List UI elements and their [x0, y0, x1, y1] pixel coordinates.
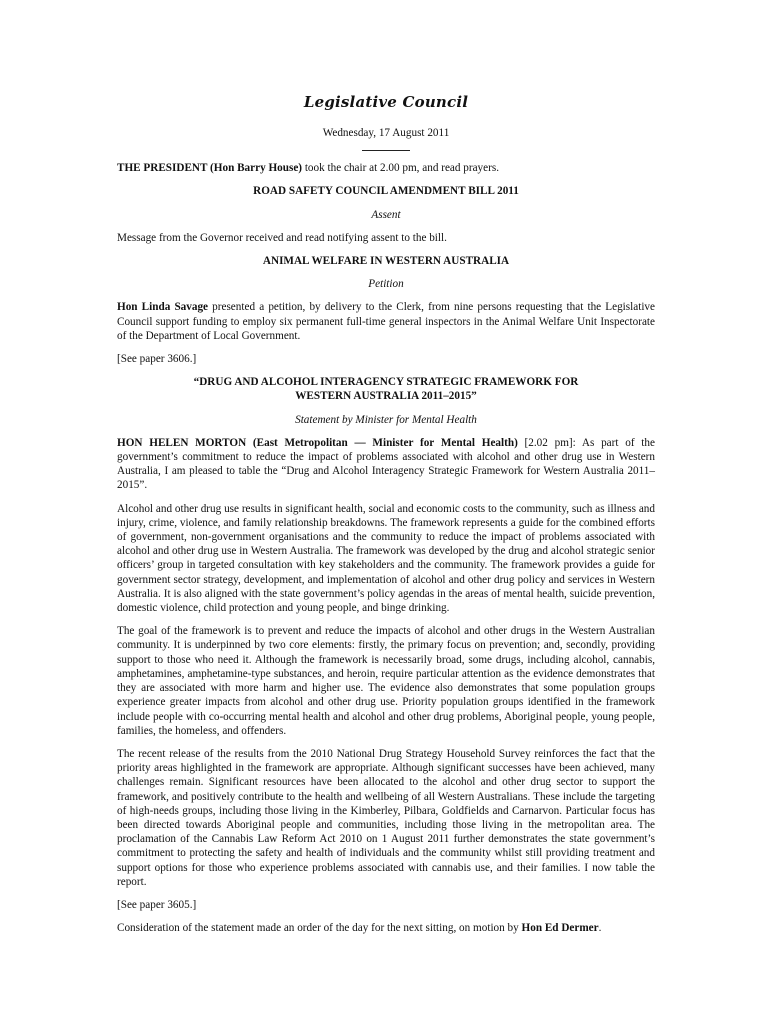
section-heading-animal-welfare: ANIMAL WELFARE IN WESTERN AUSTRALIA [262, 255, 510, 268]
section-heading-road-safety: ROAD SAFETY COUNCIL AMENDMENT BILL 2011 [253, 185, 519, 198]
hansard-page [117, 92, 655, 944]
member-name: Hon Linda Savage [117, 301, 209, 314]
section-subheading-statement: Statement by Minister for Mental Health [295, 413, 477, 426]
section-subheading-assent: Assent [371, 208, 401, 221]
president-name: THE PRESIDENT (Hon Barry House) [117, 162, 303, 175]
section-heading-drug-alcohol: “DRUG AND ALCOHOL INTERAGENCY STRATEGIC FRAMEWORK FOR WESTERN AUSTRALIA 2011–2015” [193, 376, 579, 403]
divider [362, 150, 410, 151]
chamber-title: Legislative Council [303, 93, 469, 111]
paragraph: The goal of the framework is to prevent and reduce the impacts of alcohol and other drugs in the Western Australian community. It is underpinned by two core elements: firstly, the primary focus on prevention; and, secondly, providing support to those who need it. Although the framework is necessarily broad, some drugs, including alcohol, cannabis, amphetamines, amphetamine-type substances, and heroin, require particular attention as the evidence demonstrates that they are associated with more harm and higher use. The evidence also demonstrates that some population groups experience greater impacts from alcohol and other drug use. Priority population groups identified in the framework include people with co-occurring mental health and alcohol and other drug problems, Aboriginal people, young people, families, the homeless, and offenders. [117, 625, 655, 737]
paper-reference: [See paper 3606.] [117, 353, 197, 366]
statement-intro: HON HELEN MORTON (East Metropolitan — Minister for Mental Health) [2.02 pm]: As part of the government’s commitment to reduce the impact of problems associated with alcohol and other drug use in Western Australia, I am pleased to table the “Drug and Alcohol Interagency Strategic Framework for Western Australia 2011–2015”. [117, 436, 655, 492]
minister-name: HON HELEN MORTON (East Metropolitan — Minister for Mental Health) [117, 436, 518, 449]
paragraph: The recent release of the results from the 2010 National Drug Strategy Household Survey reinforces the fact that the priority areas highlighted in the framework are appropriate. Although significant successes have been achieved, many challenges remain. Significant resources have been allocated to the alcohol and other drug sector to support the framework, and positively contribute to the health and wellbeing of all Western Australians. These include the targeting of high-needs groups, including those living in the Kimberley, Pilbara, Goldfields and Carnarvon. Particular focus has been directed towards Aboriginal people and communities, including those living in the metropolitan area. The proclamation of the Cannabis Law Reform Act 2010 on 1 August 2011 further demonstrates the state government’s commitment to protecting the safety and health of individuals and the community whilst still providing treatment and support options for those who experience problems associated with cannabis use, and their families. I now table the report. [117, 747, 655, 888]
sitting-date: Wednesday, 17 August 2011 [322, 127, 450, 139]
paragraph: Alcohol and other drug use results in significant health, social and economic costs to the community, such as illness and injury, crime, violence, and family relationship breakdowns. The framework represents a guide for the combined efforts of government, non-government organisations and the community to reduce the impact of problems associated with alcohol and other drug use in Western Australia. The framework was developed by the drug and alcohol strategic senior officers’ group in targeted consultation with key stakeholders and the community. The framework provides a guide for government sector strategy, development, and implementation of alcohol and other drug policy and services in Western Australia. It is also aligned with the state government’s policy agendas in the areas of mental health, suicide prevention, domestic violence, child protection and young people, and binge drinking. [117, 502, 655, 615]
opening-paragraph: THE PRESIDENT (Hon Barry House) took the chair at 2.00 pm, and read prayers. [117, 162, 499, 175]
paragraph: Message from the Governor received and read notifying assent to the bill. [117, 231, 447, 244]
section-subheading-petition: Petition [368, 278, 404, 291]
petition-paragraph: Hon Linda Savage presented a petition, by delivery to the Clerk, from nine persons requesting that the Legislative Council support funding to employ six permanent full-time general inspectors in the Animal Welfare Unit Inspectorate of the Department of Local Government. [117, 301, 655, 342]
paper-reference: [See paper 3605.] [117, 898, 197, 911]
mover-name: Hon Ed Dermer [521, 922, 599, 935]
closing-paragraph: Consideration of the statement made an order of the day for the next sitting, on motion by Hon Ed Dermer. [117, 922, 602, 935]
